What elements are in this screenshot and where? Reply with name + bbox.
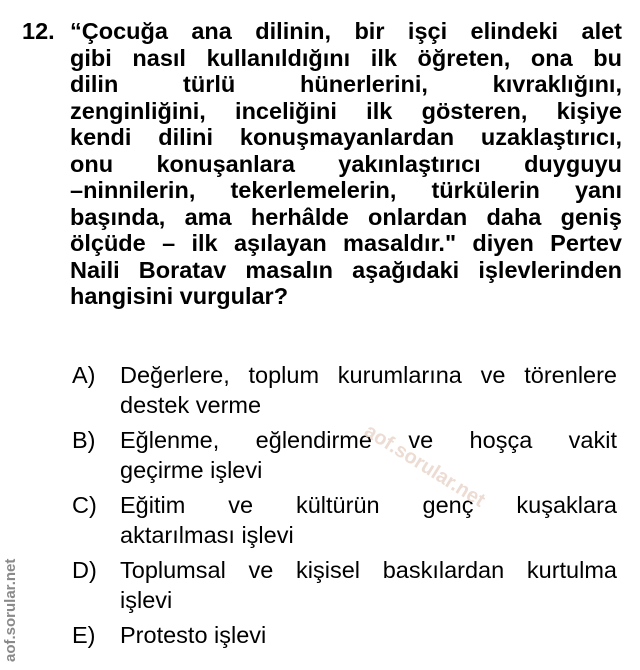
watermark-diagonal: aof.sorular.net — [360, 420, 489, 512]
option-a[interactable] — [72, 360, 617, 420]
option-d[interactable] — [72, 555, 617, 615]
question-line: dilin türlü hünerlerini, kıvraklığını, — [70, 71, 622, 97]
option-c[interactable] — [72, 490, 617, 550]
option-text-line: Değerlere, toplum kurumlarına ve törenlere — [120, 362, 617, 388]
option-text-line: geçirme işlevi — [120, 457, 263, 483]
question-line: hangisini vurgular? — [70, 283, 289, 309]
option-text-line: aktarılması işlevi — [120, 522, 294, 548]
option-e[interactable] — [72, 620, 617, 650]
option-b[interactable] — [72, 425, 617, 485]
question-line: gibi nasıl kullanıldığını ilk öğreten, ona bu — [70, 44, 622, 71]
option-label: E) — [72, 622, 96, 648]
watermark-side: aof.sorular.net — [2, 558, 19, 662]
question-line: “Çocuğa ana dilinin, bir işçi elindeki alet — [70, 18, 622, 44]
question-text — [70, 18, 622, 310]
option-text-line: destek verme — [120, 392, 262, 418]
answer-options — [72, 360, 617, 655]
question-line: onu konuşanlara yakınlaştırıcı duyguyu — [70, 150, 622, 177]
option-text-line: Toplumsal ve kişisel baskılardan kurtulma — [120, 557, 617, 583]
question-line: Naili Boratav masalın aşağıdaki işlevlerinden — [70, 256, 622, 283]
option-label: B) — [72, 427, 96, 453]
option-label: D) — [72, 557, 97, 583]
question-line: ölçüde – ilk aşılayan masaldır." diyen Pertev — [70, 230, 622, 256]
question-line: kendi dilini konuşmayanlardan uzaklaştırıcı, — [70, 124, 622, 150]
question-block — [22, 18, 622, 310]
option-text-line: işlevi — [120, 587, 173, 613]
question-line: zenginliğini, inceliğini ilk gösteren, kişiye — [70, 97, 622, 124]
option-label: C) — [72, 492, 97, 518]
option-label: A) — [72, 362, 96, 388]
option-text-line: Eğitim ve kültürün genç kuşaklara — [120, 492, 617, 518]
option-text-line: Eğlenme, eğlendirme ve hoşça vakit — [120, 427, 617, 453]
question-line: başında, ama herhâlde onlardan daha geniş — [70, 203, 622, 230]
question-number: 12. — [22, 18, 55, 44]
question-line: –ninnilerin, tekerlemelerin, türkülerin yanı — [70, 177, 622, 203]
option-text-line: Protesto işlevi — [120, 622, 267, 648]
